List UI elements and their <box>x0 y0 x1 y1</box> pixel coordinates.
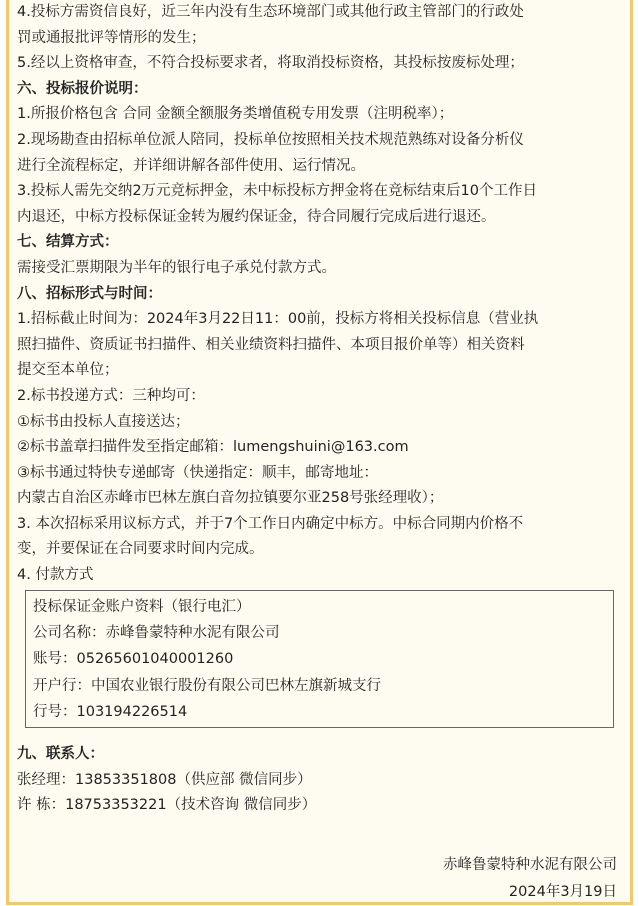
signature-date: 2024年3月19日 <box>508 884 617 900</box>
section6-item2-line1: 2.现场勘查由招标单位派人陪同，投标单位按照相关技术规范熟练对设备分析仪 <box>17 131 524 148</box>
section6-item3-line1: 3.投标人需先交纳2万元竞标押金，未中标投标方押金将在竞标结束后10个工作日 <box>17 183 538 200</box>
delivery-method-3-line1: ③标书通过特快专递邮寄（快递指定：顺丰，邮寄地址： <box>17 464 378 481</box>
signature-company: 赤峰鲁蒙特种水泥有限公司 <box>443 857 617 873</box>
section8-item1-line2: 照扫描件、资质证书扫描件、相关业绩资料扫描件、本项目报价单等）相关资料 <box>17 336 525 353</box>
section9-title: 九、联系人： <box>17 746 104 763</box>
section8-item1-line3: 提交至本单位； <box>17 362 119 379</box>
section8-item3-line2: 变，并要保证在合同要求时间内完成。 <box>17 541 264 558</box>
section5-item4-line2: 罚或通报批评等情形的发生； <box>17 29 206 46</box>
contact-zhang: 张经理：13853351808（供应部 微信同步） <box>17 771 312 788</box>
signature-block <box>443 852 617 906</box>
section8-title: 八、招标形式与时间： <box>17 285 162 302</box>
section6-title: 六、投标报价说明： <box>17 80 148 97</box>
account-company-name: 公司名称：赤峰鲁蒙特种水泥有限公司 <box>33 624 280 641</box>
account-bank: 开户行：中国农业银行股份有限公司巴林左旗新城支行 <box>33 677 381 694</box>
contact-xu: 许 栋：18753353221（技术咨询 微信同步） <box>17 797 317 814</box>
section8-item2-title: 2.标书投递方式：三种均可： <box>17 387 205 404</box>
section6-item2-line2: 进行全流程标定，并详细讲解各部件使用、运行情况。 <box>17 157 365 174</box>
delivery-method-2: ②标书盖章扫描件发至指定邮箱：lumengshuini@163.com <box>17 439 409 456</box>
delivery-method-3-line2: 内蒙古自治区赤峰市巴林左旗白音勿拉镇要尔亚258号张经理收）； <box>17 490 444 507</box>
document-body <box>17 0 617 819</box>
account-number: 账号：05265601040001260 <box>33 651 234 668</box>
section6-item3-line2: 内退还，中标方投标保证金转为履约保证金，待合同履行完成后进行退还。 <box>17 208 496 225</box>
delivery-method-1: ①标书由投标人直接送达； <box>17 413 190 430</box>
section8-item1-line1: 1.招标截止时间为：2024年3月22日11：00前，投标方将相关投标信息（营业执 <box>17 311 539 328</box>
section6-item1: 1.所报价格包含 合同 金额全额服务类增值税专用发票（注明税率）； <box>17 106 454 123</box>
section5-item5: 5.经以上资格审查，不符合投标要求者，将取消投标资格，其投标按废标处理； <box>17 55 524 72</box>
section7-title: 七、结算方式： <box>17 234 119 251</box>
section5-item4-line1: 4.投标方需资信良好，近三年内没有生态环境部门或其他行政主管部门的行政处 <box>17 4 524 20</box>
section7-text: 需接受汇票期限为半年的银行电子承兑付款方式。 <box>17 259 336 276</box>
account-info-box <box>25 590 614 728</box>
account-box-title: 投标保证金账户资料（银行电汇） <box>33 598 251 615</box>
section8-item3-line1: 3. 本次招标采用议标方式，并于7个工作日内确定中标方。中标合同期内价格不 <box>17 515 524 532</box>
account-bank-code: 行号：103194226514 <box>33 703 188 720</box>
section8-item4-title: 4. 付款方式 <box>17 567 94 584</box>
